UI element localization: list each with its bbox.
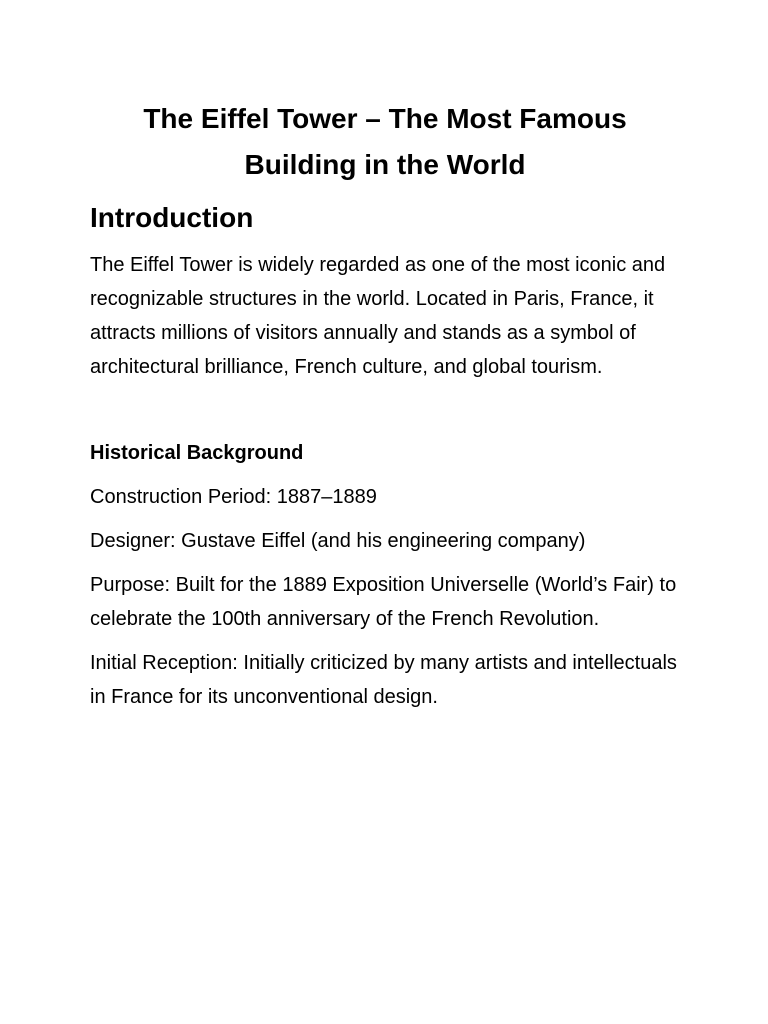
fact-initial-reception: Initial Reception: Initially criticized by many artists and intellectuals in France for its unconventional design.	[90, 652, 677, 708]
document-page	[90, 96, 680, 724]
historical-background-heading: Historical Background	[90, 442, 304, 464]
fact-designer: Designer: Gustave Eiffel (and his engineering company)	[90, 530, 586, 552]
introduction-heading: Introduction	[90, 202, 254, 233]
introduction-paragraph: The Eiffel Tower is widely regarded as one of the most iconic and recognizable structures in the world. Located in Paris, France, it attracts millions of visitors annually and stands as a symbol of architectural brilliance, French culture, and global tourism.	[90, 254, 666, 378]
document-title: The Eiffel Tower – The Most Famous Building in the World	[143, 103, 627, 180]
fact-purpose: Purpose: Built for the 1889 Exposition Universelle (World’s Fair) to celebrate the 100th anniversary of the French Revolution.	[90, 574, 677, 630]
fact-construction-period: Construction Period: 1887–1889	[90, 486, 377, 508]
